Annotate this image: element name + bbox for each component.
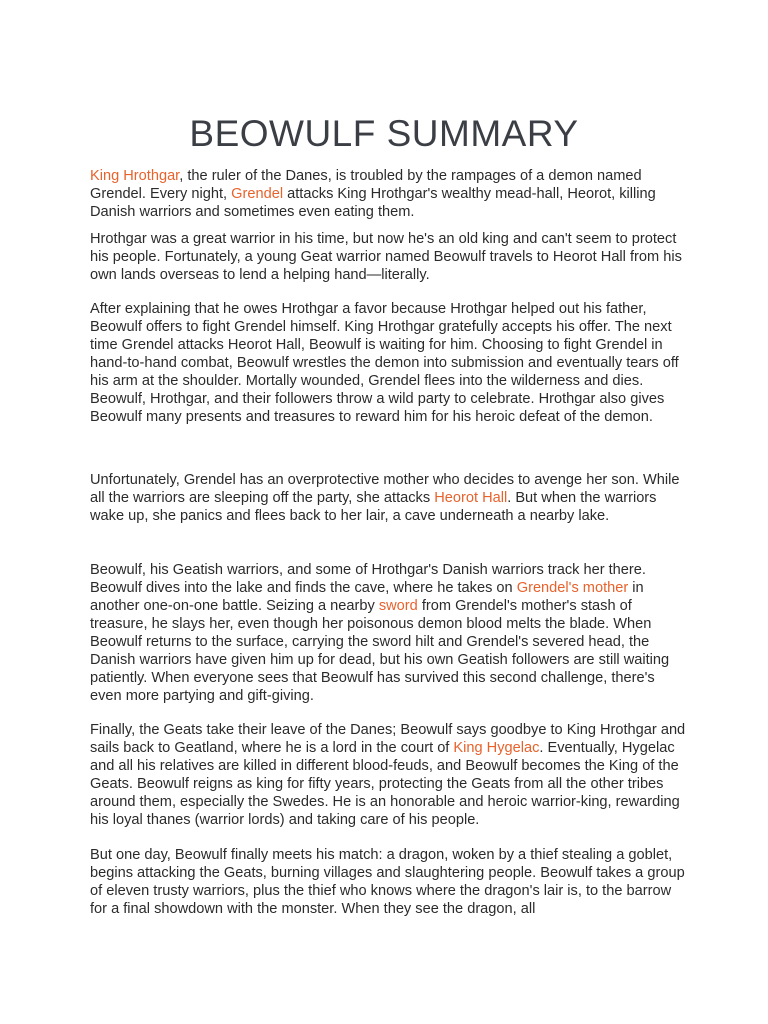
paragraph-text: from Grendel's mother's stash of treasure, he slays her, even though her poisonous demon blood melts the blade. When Beowulf returns to the surface, carrying the sword hilt and Grendel's severed head, the Danish warriors have given him up for dead, but his own Geatish followers are still waiting patiently. When everyone sees that Beowulf has survived this second challenge, there's even more partying and gift-giving. [90, 598, 670, 704]
paragraph-6 [90, 721, 686, 829]
paragraph-1 [90, 167, 686, 221]
grendel-link[interactable]: Grendel [231, 186, 284, 202]
paragraph-text: Hrothgar was a great warrior in his time, but now he's an old king and can't seem to protect his people. Fortunately, a young Geat warrior named Beowulf travels to Heorot Hall from his own lands overseas to lend a helping hand—literally. [90, 231, 682, 283]
king-hygelac-link[interactable]: King Hygelac [453, 740, 540, 756]
paragraph-text: Unfortunately, Grendel has an overprotective mother who decides to avenge her son. While all the warriors are sleeping off the party, she attacks [90, 472, 680, 506]
paragraph-text: attacks King Hrothgar's wealthy mead-hall, Heorot, killing Danish warriors and sometimes even eating them. [90, 186, 656, 220]
king-hrothgar-link[interactable]: King Hrothgar [90, 168, 180, 184]
paragraph-7 [90, 846, 686, 918]
paragraph-5 [90, 561, 686, 705]
sword-link[interactable]: sword [378, 598, 418, 614]
paragraph-text: . Eventually, Hygelac and all his relatives are killed in different blood-feuds, and Beowulf becomes the King of the Geats. Beowulf reigns as king for fifty years, protecting the Geats from all the other tribes around them, especially the Swedes. He is an honorable and heroic warrior-king, rewarding his loyal thanes (warrior lords) and taking care of his people. [90, 740, 680, 828]
paragraph-text: in another one-on-one battle. Seizing a nearby [90, 580, 644, 614]
paragraph-4 [90, 471, 686, 525]
paragraph-text: . But when the warriors wake up, she panics and flees back to her lair, a cave underneath a nearby lake. [90, 490, 657, 524]
grendels-mother-link[interactable]: Grendel's mother [516, 580, 629, 596]
paragraph-text: After explaining that he owes Hrothgar a favor because Hrothgar helped out his father, Beowulf offers to fight Grendel himself. King Hrothgar gratefully accepts his offer. The next time Grendel attacks Heorot Hall, Beowulf is waiting for him. Choosing to fight Grendel in hand-to-hand combat, Beowulf wrestles the demon into submission and eventually tears off his arm at the shoulder. Mortally wounded, Grendel flees into the wilderness and dies. Beowulf, Hrothgar, and their followers throw a wild party to celebrate. Hrothgar also gives Beowulf many presents and treasures to reward him for his heroic defeat of the demon. [90, 301, 679, 425]
paragraph-text: Beowulf, his Geatish warriors, and some of Hrothgar's Danish warriors track her there. Beowulf dives into the lake and finds the cave, where he takes on [90, 562, 646, 596]
paragraph-2 [90, 230, 686, 284]
heorot-hall-link[interactable]: Heorot Hall [434, 490, 508, 506]
paragraph-text: But one day, Beowulf finally meets his match: a dragon, woken by a thief stealing a goblet, begins attacking the Geats, burning villages and slaughtering people. Beowulf takes a group of eleven trusty warriors, plus the thief who knows where the dragon's lair is, to the barrow for a final showdown with the monster. When they see the dragon, all [90, 847, 685, 917]
page-title: BEOWULF SUMMARY [189, 113, 579, 154]
paragraph-3 [90, 300, 686, 426]
paragraph-text: Finally, the Geats take their leave of the Danes; Beowulf says goodbye to King Hrothgar and sails back to Geatland, where he is a lord in the court of [90, 722, 686, 756]
paragraph-text: , the ruler of the Danes, is troubled by the rampages of a demon named Grendel. Every night, [90, 168, 642, 202]
